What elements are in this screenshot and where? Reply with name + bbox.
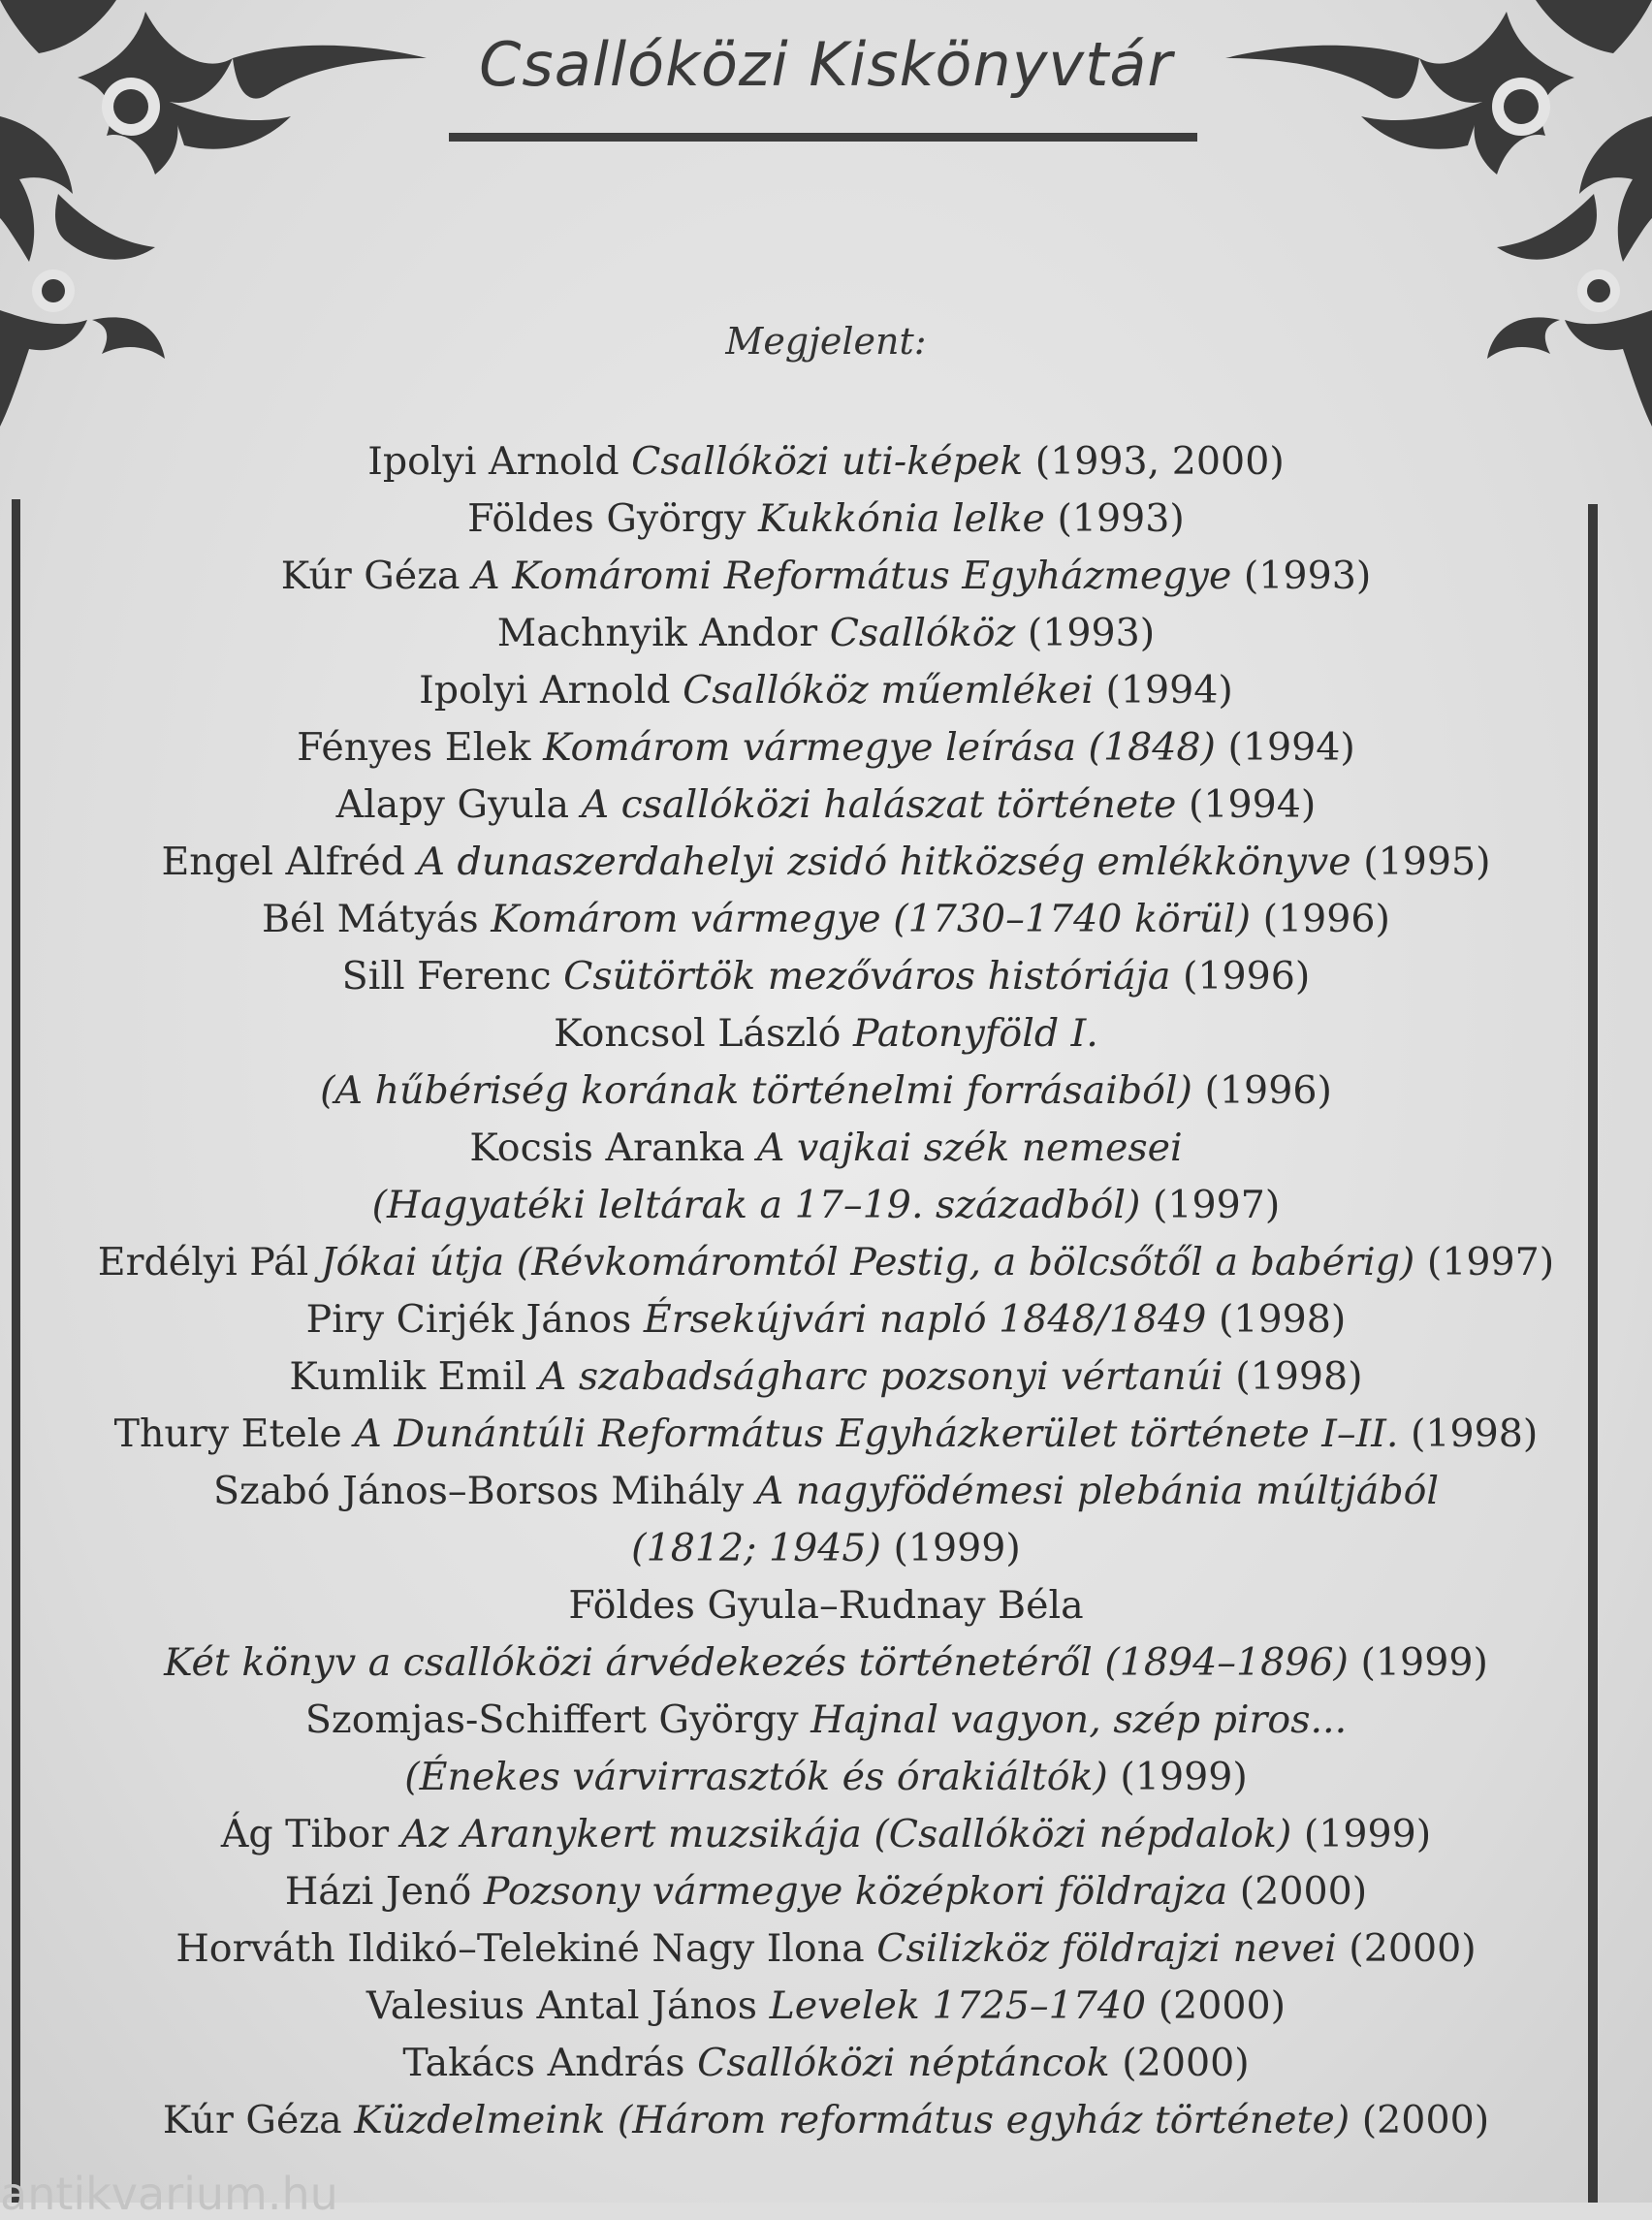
book-entry [0, 2092, 1652, 2149]
book-author: Kúr Géza [162, 2098, 342, 2142]
book-title: (Hagyatéki leltárak a 17–19. századból) [371, 1183, 1141, 1227]
book-title: Küzdelmeink (Három református egyház története) [354, 2098, 1350, 2142]
book-year: (1999) [1303, 1812, 1432, 1856]
book-year: (1993) [1057, 496, 1185, 541]
book-author: Szabó János–Borsos Mihály [212, 1469, 745, 1513]
book-entry [0, 1577, 1652, 1634]
book-title: Csütörtök mezőváros históriája [563, 954, 1171, 999]
book-year: (1994) [1227, 725, 1355, 770]
book-title: A szabadságharc pozsonyi vértanúi [538, 1354, 1223, 1399]
book-entry [0, 2035, 1652, 2092]
book-title: Csallóköz [829, 611, 1016, 655]
book-author: Földes György [467, 496, 747, 541]
book-author: Ipolyi Arnold [419, 668, 671, 713]
book-author: Piry Cirjék János [305, 1297, 632, 1342]
book-year: (1995) [1363, 840, 1491, 884]
book-entry [0, 433, 1652, 491]
book-year: (1994) [1105, 668, 1233, 713]
book-title: (A hűbériség korának történelmi forrásaiból) [320, 1068, 1192, 1113]
watermark: antikvarium.hu [0, 2168, 338, 2220]
published-heading: Megjelent: [725, 320, 927, 363]
book-entry [0, 1120, 1652, 1177]
book-author: Ipolyi Arnold [367, 439, 620, 484]
book-author: Machnyik Andor [496, 611, 818, 655]
book-title: (Énekes várvirrasztók és órakiáltók) [404, 1755, 1108, 1799]
book-year: (1999) [1120, 1755, 1248, 1799]
book-author: Földes Gyula–Rudnay Béla [568, 1583, 1084, 1628]
book-title: Patonyföld I. [853, 1011, 1098, 1056]
book-year: (2000) [1349, 1926, 1477, 1971]
book-entry [0, 491, 1652, 548]
book-list [0, 433, 1652, 2149]
book-title: Komárom vármegye leírása (1848) [543, 725, 1216, 770]
book-title: Két könyv a csallóközi árvédekezés történetéről (1894–1896) [164, 1640, 1349, 1685]
book-author: Szomjas-Schiffert György [304, 1697, 799, 1742]
book-entry [0, 1005, 1652, 1062]
book-entry [0, 662, 1652, 719]
book-title: Csallóköz műemlékei [683, 668, 1094, 713]
book-title: Csallóközi uti-képek [631, 439, 1024, 484]
book-title: A nagyfödémesi plebánia múltjából [755, 1469, 1440, 1513]
book-title: Csallóközi néptáncok [697, 2041, 1110, 2085]
book-year: (1997) [1426, 1240, 1555, 1284]
book-year: (1998) [1410, 1411, 1539, 1456]
book-year: (2000) [1361, 2098, 1490, 2142]
book-year: (2000) [1239, 1869, 1368, 1914]
book-author: Sill Ferenc [341, 954, 552, 999]
book-year: (1993) [1027, 611, 1156, 655]
book-year: (1996) [1204, 1068, 1332, 1113]
book-title: A csallóközi halászat története [581, 782, 1177, 827]
book-entry [0, 891, 1652, 948]
book-entry [0, 777, 1652, 834]
book-year: (1999) [893, 1526, 1021, 1570]
book-entry [0, 719, 1652, 777]
book-entry [0, 1520, 1652, 1577]
book-year: (1998) [1219, 1297, 1347, 1342]
book-author: Kumlik Emil [289, 1354, 527, 1399]
book-year: (2000) [1122, 2041, 1250, 2085]
book-title: A Dunántúli Református Egyházkerület története I–II. [354, 1411, 1399, 1456]
book-author: Ág Tibor [220, 1812, 390, 1856]
book-entry [0, 1291, 1652, 1348]
book-entry [0, 1749, 1652, 1806]
book-year: (1994) [1189, 782, 1317, 827]
book-title: A dunaszerdahelyi zsidó hitközség emlékkönyve [417, 840, 1351, 884]
book-entry [0, 548, 1652, 605]
book-entry [0, 1406, 1652, 1463]
book-entry [0, 1863, 1652, 1920]
book-author: Engel Alfréd [161, 840, 405, 884]
book-author: Koncsol László [554, 1011, 842, 1056]
book-author: Alapy Gyula [335, 782, 569, 827]
book-author: Erdélyi Pál [97, 1240, 309, 1284]
book-entry [0, 1177, 1652, 1234]
book-author: Kocsis Aranka [469, 1126, 746, 1170]
series-title: Csallóközi Kiskönyvtár [479, 29, 1173, 100]
book-entry [0, 1634, 1652, 1692]
book-entry [0, 1692, 1652, 1749]
book-entry [0, 1978, 1652, 2035]
book-title: Pozsony vármegye középkori földrajza [483, 1869, 1228, 1914]
book-year: (1993) [1243, 554, 1372, 598]
book-title: (1812; 1945) [631, 1526, 881, 1570]
book-title: Komárom vármegye (1730–1740 körül) [491, 897, 1252, 941]
book-year: (1999) [1360, 1640, 1488, 1685]
book-title: Jókai útja (Révkomáromtól Pestig, a bölcsőtől a babérig) [320, 1240, 1415, 1284]
book-title: A Komáromi Református Egyházmegye [472, 554, 1232, 598]
book-author: Fényes Elek [297, 725, 531, 770]
book-year: (1996) [1262, 897, 1390, 941]
book-entry [0, 1920, 1652, 1978]
book-year: (1993, 2000) [1034, 439, 1285, 484]
book-entry [0, 1062, 1652, 1120]
book-year: (1997) [1153, 1183, 1281, 1227]
book-year: (1996) [1183, 954, 1311, 999]
book-title: Levelek 1725–1740 [769, 1983, 1147, 2028]
book-author: Takács András [402, 2041, 685, 2085]
title-underline [449, 133, 1197, 142]
book-author: Thury Etele [113, 1411, 342, 1456]
book-author: Horváth Ildikó–Telekiné Nagy Ilona [175, 1926, 865, 1971]
book-entry [0, 1806, 1652, 1863]
book-author: Bél Mátyás [262, 897, 479, 941]
book-title: Csilizköz földrajzi nevei [876, 1926, 1337, 1971]
book-entry [0, 605, 1652, 662]
book-title: Az Aranykert muzsikája (Csallóközi népdalok) [400, 1812, 1292, 1856]
book-entry [0, 1234, 1652, 1291]
book-title: A vajkai szék nemesei [756, 1126, 1183, 1170]
book-entry [0, 1348, 1652, 1406]
book-entry [0, 948, 1652, 1005]
book-year: (2000) [1158, 1983, 1287, 2028]
book-author: Házi Jenő [284, 1869, 472, 1914]
book-author: Valesius Antal János [365, 1983, 757, 2028]
book-title: Kukkónia lelke [758, 496, 1045, 541]
book-year: (1998) [1235, 1354, 1363, 1399]
book-entry [0, 834, 1652, 891]
book-author: Kúr Géza [280, 554, 461, 598]
book-title: Érsekújvári napló 1848/1849 [643, 1297, 1207, 1342]
book-entry [0, 1463, 1652, 1520]
book-title: Hajnal vagyon, szép piros... [810, 1697, 1348, 1742]
